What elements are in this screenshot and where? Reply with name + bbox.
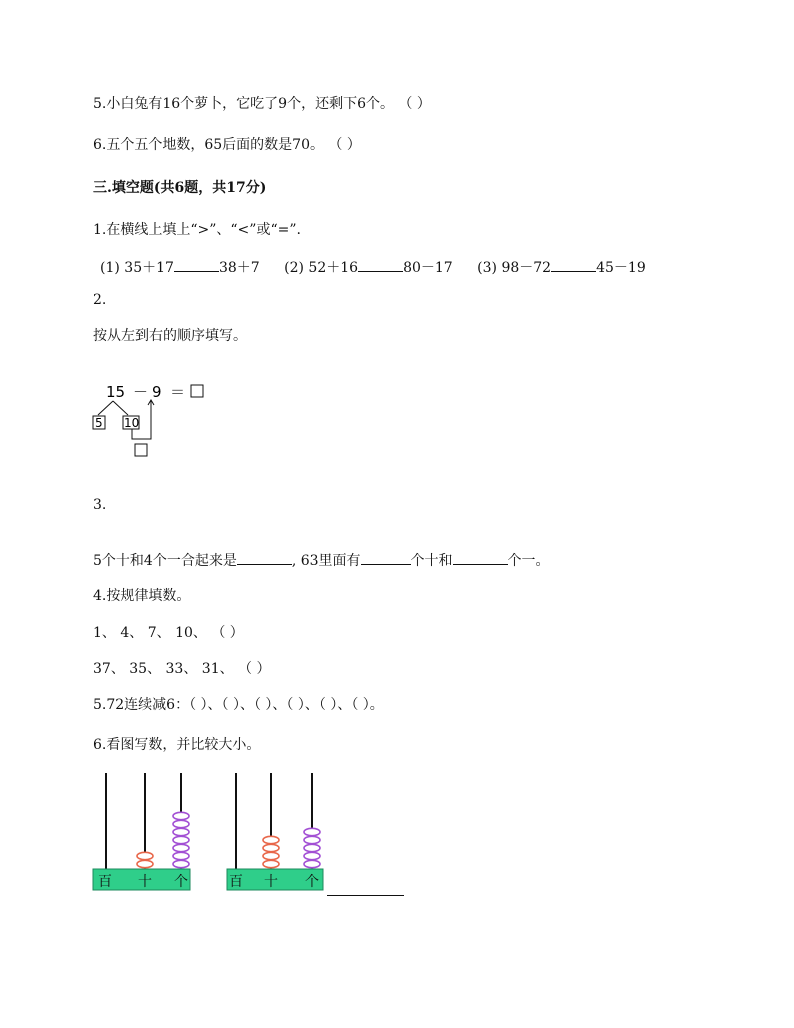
intermediate-box[interactable] [135,444,147,456]
abacus-bead-ones [173,836,189,843]
answer-blank[interactable] [237,552,292,565]
fill-q4-row1: 1、 4、 7、 10、 （ ） [93,625,244,641]
fill-q3 [93,550,550,570]
q1-part-left: 98－72 [501,260,552,276]
abacus-bead-tens [137,860,153,867]
fill-q6-prompt: 6.看图写数，并比较大小。 [93,737,261,753]
abacus-bead-ones [173,852,189,859]
q1-part-2 [284,257,453,277]
abacus-bead-ones [173,828,189,835]
q1-part-left: 35＋17 [124,260,174,276]
judge-question-6: 6.五个五个地数，65后面的数是70。 （ ） [93,137,361,153]
split-line-left [98,401,113,415]
abacus-bead-ones [304,852,320,859]
diagram-subtrahend: 9 [152,383,162,401]
diagram-minuend: 15 [106,383,126,401]
abacus-1 [92,770,192,895]
abacus-beads-ones [304,828,320,867]
answer-blank[interactable] [174,259,219,272]
abacus-bead-ones [304,828,320,835]
abacus-bead-ones [173,820,189,827]
q1-part-1 [100,257,260,277]
fill-q4-row2: 37、 35、 33、 31、 （ ） [93,661,271,677]
fill-q2-number: 2. [93,292,107,308]
abacus-beads-tens [137,852,153,867]
answer-blank[interactable] [361,552,411,565]
q1-part-right: 38＋7 [218,260,260,276]
answer-blank[interactable] [551,259,596,272]
answer-blank[interactable] [358,259,403,272]
abacus-bead-ones [304,844,320,851]
q1-part-right: 80－17 [403,260,453,276]
abacus-bead-tens [137,852,153,859]
abacus-label-tens: 十 [264,874,278,890]
abacus-bead-tens [263,836,279,843]
fill-q1-prompt: 1.在横线上填上“>”、“<”或“=”. [93,222,301,238]
abacus-bead-ones [173,860,189,867]
diagram-equals: ＝ [170,383,186,401]
abacus-answer-blank[interactable] [327,895,404,896]
q3-text-2: , 63里面有 [291,553,361,569]
abacus-label-tens: 十 [138,874,152,890]
abacus-label-ones: 个 [174,874,188,890]
fill-q3-number: 3. [93,497,107,513]
q3-text-1: 5个十和4个一合起来是 [93,553,237,569]
abacus-beads-tens [263,836,279,867]
fill-q1-parts [100,257,646,277]
break-ten-diagram [88,375,218,465]
abacus-bead-ones [173,812,189,819]
abacus-bead-ones [173,844,189,851]
q3-text-4: 个一。 [507,553,550,569]
abacus-bead-tens [263,852,279,859]
abacus-bead-ones [304,836,320,843]
abacus-bead-tens [263,844,279,851]
q1-part-label: (3) [477,260,497,276]
q1-part-3 [477,257,646,277]
abacus-label-ones: 个 [305,874,319,890]
diagram-split-ones: 5 [95,416,103,430]
q1-part-label: (1) [100,260,120,276]
fill-q2-prompt: 按从左到右的顺序填写。 [93,328,247,344]
q1-part-label: (2) [284,260,304,276]
fill-q4-prompt: 4.按规律填数。 [93,588,191,604]
abacus-bead-ones [304,860,320,867]
abacus-label-hundreds: 百 [229,874,243,890]
section-heading: 三.填空题(共6题，共17分) [93,180,267,196]
abacus-2 [225,770,325,895]
abacus-bead-tens [263,860,279,867]
answer-blank[interactable] [453,552,508,565]
judge-question-5: 5.小白兔有16个萝卜，它吃了9个，还剩下6个。 （ ） [93,96,431,112]
q1-part-left: 52＋16 [308,260,359,276]
diagram-operator: － [133,383,149,401]
q3-text-3: 个十和 [410,553,453,569]
fill-q5: 5.72连续减6：（ ）、（ ）、（ ）、（ ）、（ ）、（ ）。 [93,697,384,713]
split-line-right [113,401,128,415]
abacus-label-hundreds: 百 [98,874,112,890]
result-box[interactable] [191,385,203,397]
abacus-beads-ones [173,812,189,867]
q1-part-right: 45－19 [596,260,646,276]
diagram-split-tens: 10 [124,416,140,430]
